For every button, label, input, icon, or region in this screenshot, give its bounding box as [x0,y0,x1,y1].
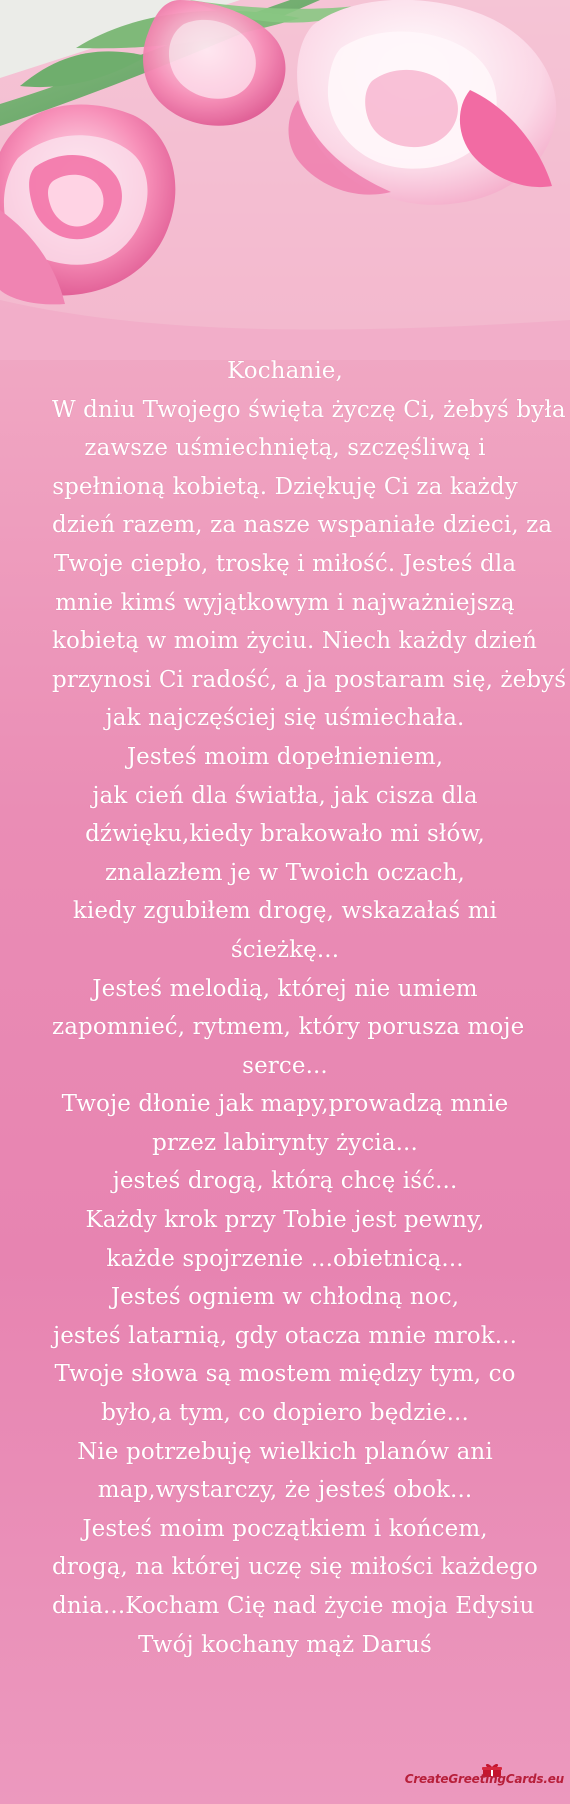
message-line: ścieżkę... [230,936,340,963]
message-line: zapomnieć, rytmem, który porusza moje [52,1014,525,1041]
message-line: dźwięku,kiedy brakowało mi słów, [85,821,485,848]
message-line: Twoje dłonie jak mapy,prowadzą mnie [61,1091,509,1118]
message-line: Jesteś melodią, której nie umiem [92,975,478,1002]
message-line: Jesteś ogniem w chłodną noc, [110,1284,460,1311]
greeting-message [52,352,567,1664]
createsgreetingcards-logo[interactable] [404,1762,564,1796]
message-line: dnia...Kocham Cię nad życie moja Edysiu [52,1593,535,1619]
message-line: kobietą w moim życiu. Niech każdy dzień [52,628,538,655]
message-line: jesteś drogą, którą chcę iść... [112,1168,458,1195]
message-line: Jesteś moim początkiem i końcem, [82,1515,488,1542]
message-line: było,a tym, co dopiero będzie... [101,1400,469,1427]
message-line: znalazłem je w Twoich oczach, [105,859,465,886]
message-line: kiedy zgubiłem drogę, wskazałaś mi [72,898,498,925]
message-line: każde spojrzenie ...obietnicą... [106,1245,464,1272]
message-line: Jesteś moim dopełnieniem, [126,743,444,770]
message-line: Kochanie, [227,358,343,384]
message-line: Każdy krok przy Tobie jest pewny, [85,1207,485,1234]
logo-text: CreateGreetingCards.eu [404,1772,564,1786]
message-line: W dniu Twojego święta życzę Ci, żebyś była [52,396,566,423]
message-line: Nie potrzebuję wielkich planów ani [77,1438,493,1465]
message-line: zawsze uśmiechniętą, szczęśliwą i [84,435,486,462]
message-line: Twój kochany mąż Daruś [138,1631,432,1658]
message-line: przez labirynty życia... [152,1129,418,1156]
message-line: Twoje ciepło, troskę i miłość. Jesteś dla [53,550,517,577]
message-line: mnie kimś wyjątkowym i najważniejszą [55,589,515,616]
message-line: jak najczęściej się uśmiechała. [105,705,465,732]
roses-decoration [0,0,570,360]
message-line: spełnioną kobietą. Dziękuję Ci za każdy [52,473,518,500]
message-line: jak cień dla światła, jak cisza dla [92,782,478,809]
message-line: dzień razem, za nasze wspaniałe dzieci, za [52,512,553,539]
message-line: drogą, na której uczę się miłości każdego [52,1554,538,1581]
message-line: serce... [242,1052,328,1079]
message-line: Twoje słowa są mostem między tym, co [54,1361,516,1388]
message-line: przynosi Ci radość, a ja postaram się, żebyś [52,666,567,693]
message-line: map,wystarczy, że jesteś obok... [97,1477,473,1504]
message-line: jesteś latarnią, gdy otacza mnie mrok... [52,1322,518,1349]
